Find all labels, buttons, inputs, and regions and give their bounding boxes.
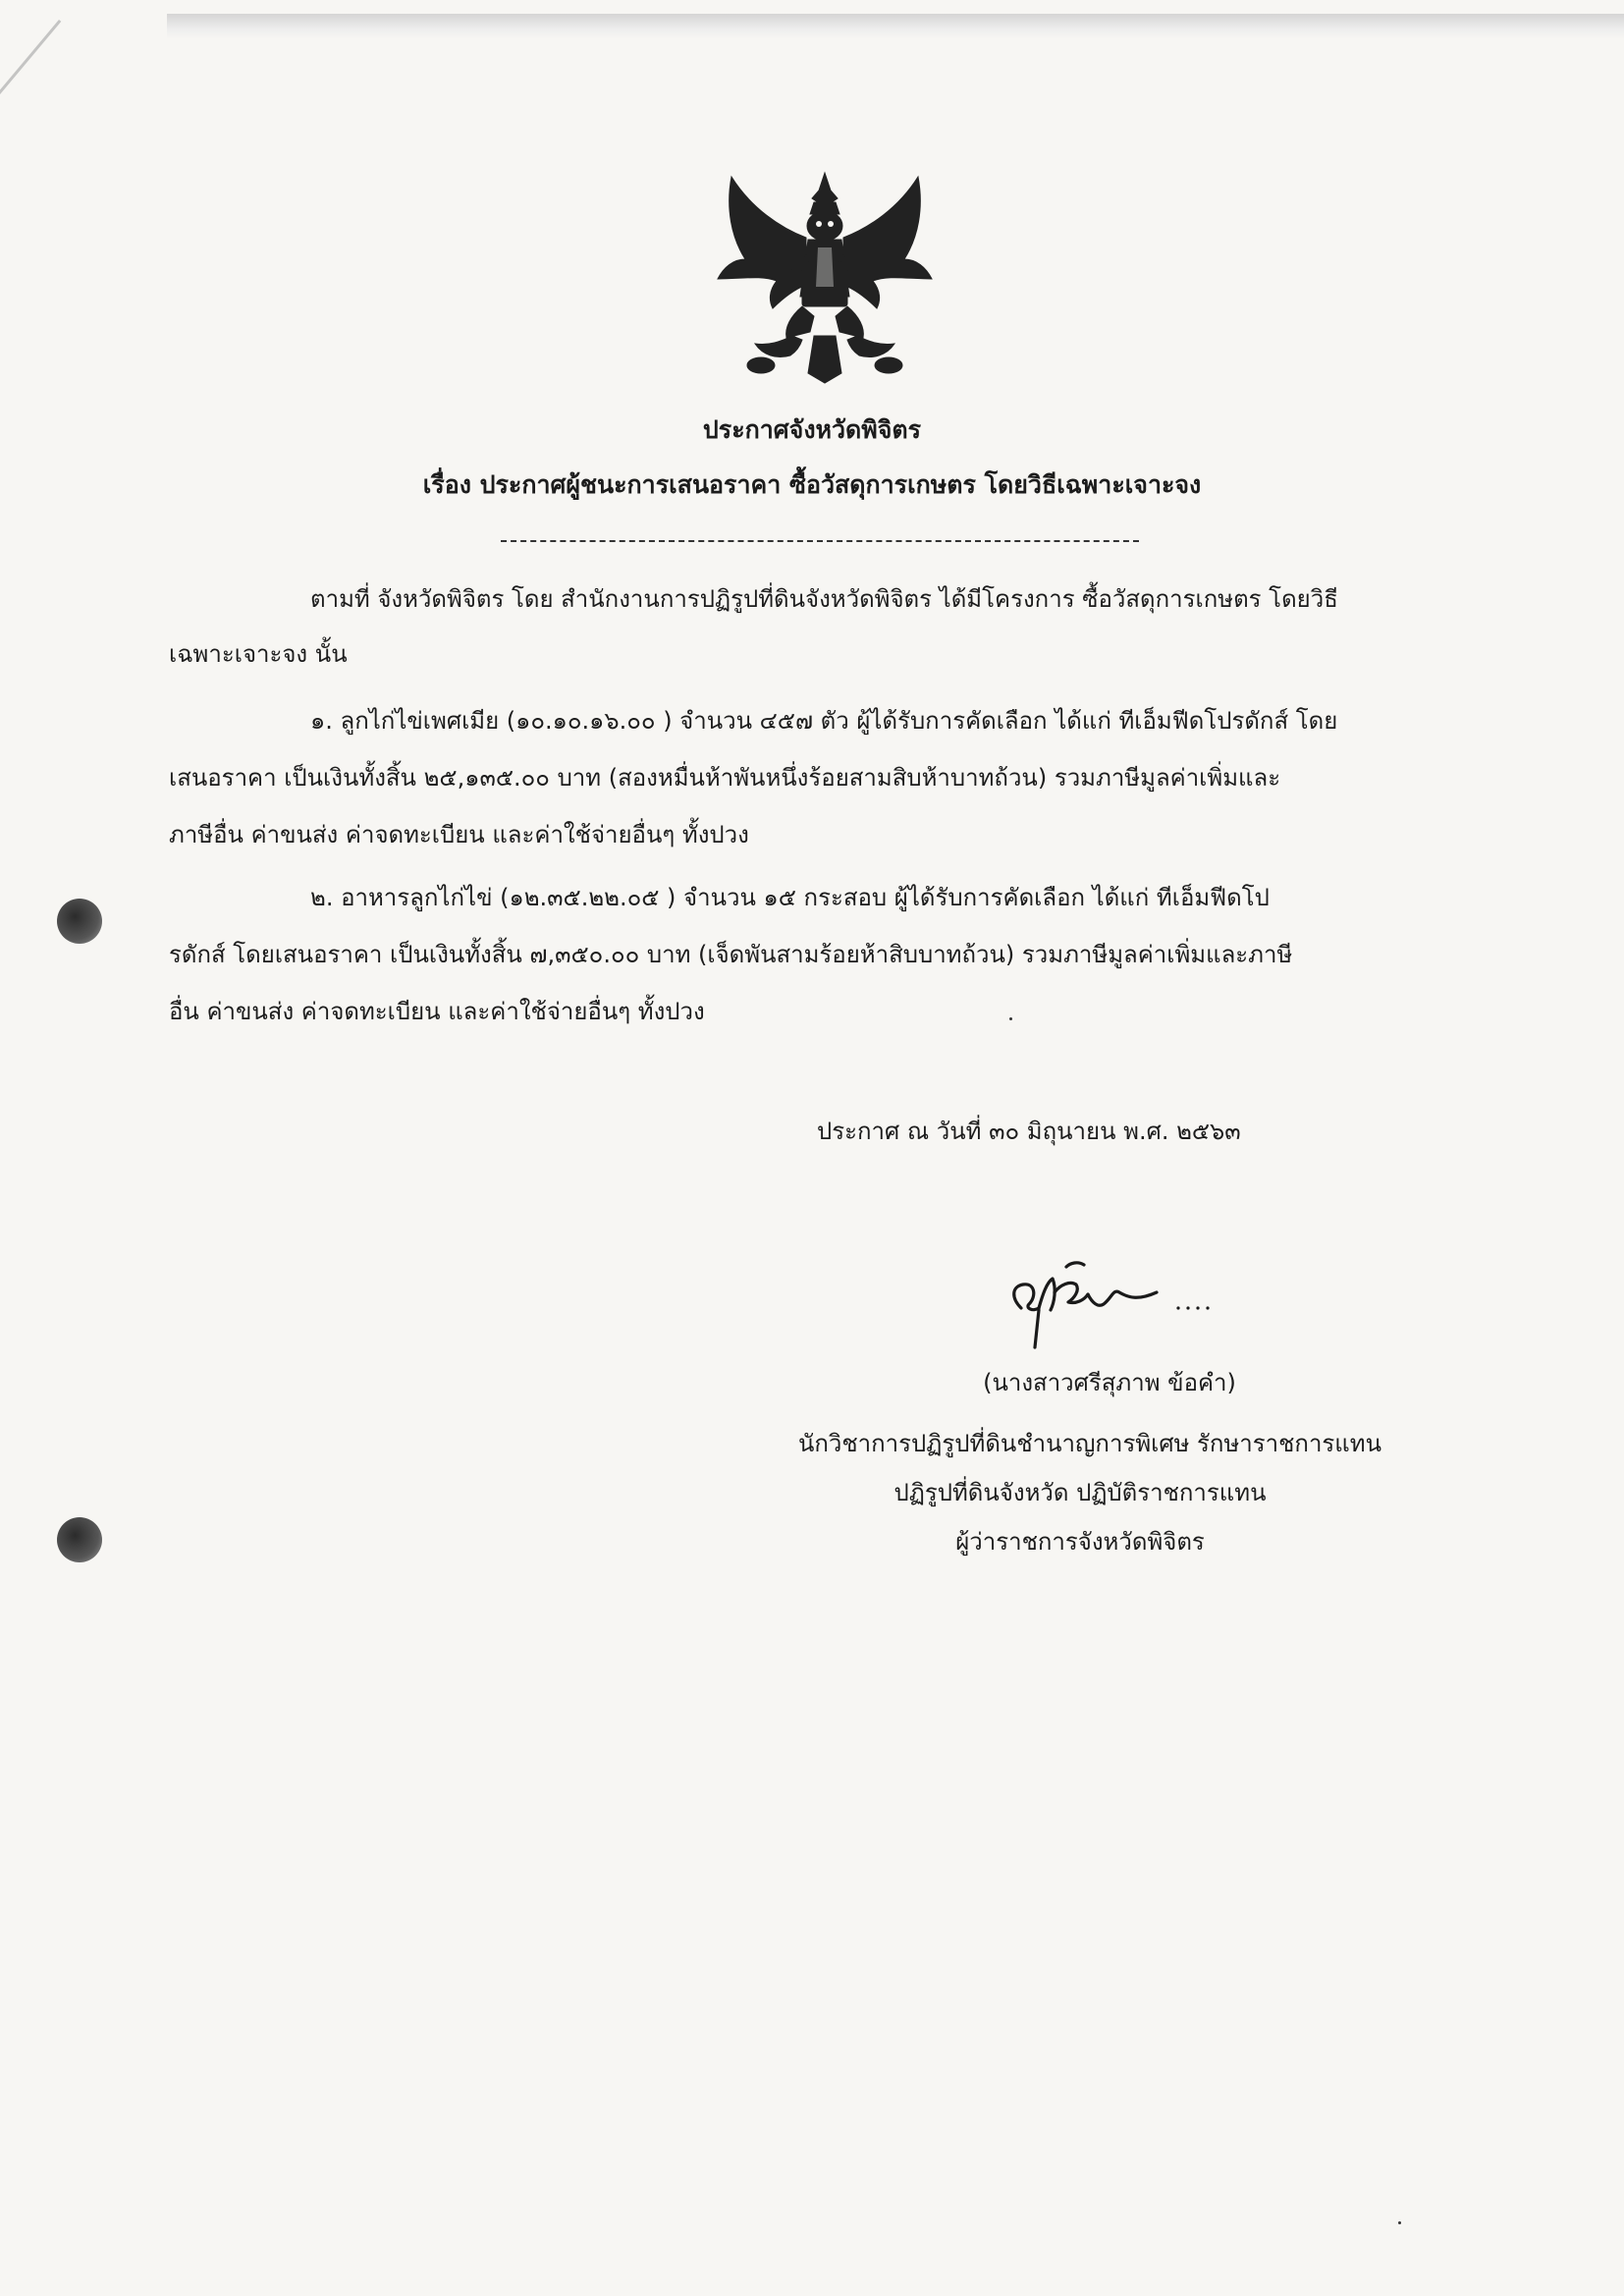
item-1-line-3: ภาษีอื่น ค่าขนส่ง ค่าจดทะเบียน และค่าใช้จ่ายอื่นๆ ทั้งปวง <box>169 821 749 848</box>
scan-shadow-strip <box>167 14 1624 39</box>
intro-paragraph-line-2: เฉพาะเจาะจง นั้น <box>169 640 348 668</box>
signer-title-line-2: ปฏิรูปที่ดินจังหวัด ปฏิบัติราชการแทน <box>893 1479 1267 1506</box>
scan-speck <box>1009 1017 1012 1020</box>
intro-paragraph-line-1: ตามที่ จังหวัดพิจิตร โดย สำนักงานการปฏิรูปที่ดินจังหวัดพิจิตร ได้มีโครงการ ซื้อวัสดุการเกษตร โดยวิธี <box>310 585 1338 613</box>
item-1-line-1: ๑. ลูกไก่ไข่เพศเมีย (๑๐.๑๐.๑๖.๐๐ ) จำนวน ๔๕๗ ตัว ผู้ได้รับการคัดเลือก ได้แก่ ทีเอ็มฟีดโปรดักส์ โดย <box>310 707 1338 735</box>
garuda-emblem-icon <box>712 169 938 385</box>
issuer-heading: ประกาศจังหวัดพิจิตร <box>702 415 922 444</box>
item-2-line-3: อื่น ค่าขนส่ง ค่าจดทะเบียน และค่าใช้จ่ายอื่นๆ ทั้งปวง <box>169 998 705 1025</box>
signer-name: (นางสาวศรีสุภาพ ข้อคำ) <box>983 1369 1236 1396</box>
announcement-date: ประกาศ ณ วันที่ ๓๐ มิถุนายน พ.ศ. ๒๕๖๓ <box>817 1118 1241 1145</box>
folded-corner-mark <box>0 20 182 243</box>
signer-title-line-3: ผู้ว่าราชการจังหวัดพิจิตร <box>955 1528 1205 1556</box>
handwritten-signature <box>982 1249 1237 1357</box>
heading-separator-line <box>501 540 1139 542</box>
scan-speck <box>1398 2221 1401 2224</box>
item-1-line-2: เสนอราคา เป็นเงินทั้งสิ้น ๒๕,๑๓๕.๐๐ บาท (สองหมื่นห้าพันหนึ่งร้อยสามสิบห้าบาทถ้วน) รวมภาษีมูลค่าเพิ่มและ <box>169 764 1281 792</box>
item-2-line-1: ๒. อาหารลูกไก่ไข่ (๑๒.๓๕.๒๒.๐๕ ) จำนวน ๑๕ กระสอบ ผู้ได้รับการคัดเลือก ได้แก่ ทีเอ็มฟีดโป <box>310 884 1270 911</box>
signer-title-line-1: นักวิชาการปฏิรูปที่ดินชำนาญการพิเศษ รักษาราชการแทน <box>797 1430 1382 1457</box>
punch-hole-top <box>57 899 102 944</box>
punch-hole-bottom <box>57 1517 102 1562</box>
item-2-line-2: รดักส์ โดยเสนอราคา เป็นเงินทั้งสิ้น ๗,๓๕๐.๐๐ บาท (เจ็ดพันสามร้อยห้าสิบบาทถ้วน) รวมภาษีมูลค่าเพิ่มและภาษี <box>169 941 1293 968</box>
subject-heading: เรื่อง ประกาศผู้ชนะการเสนอราคา ซื้อวัสดุการเกษตร โดยวิธีเฉพาะเจาะจง <box>422 470 1202 499</box>
